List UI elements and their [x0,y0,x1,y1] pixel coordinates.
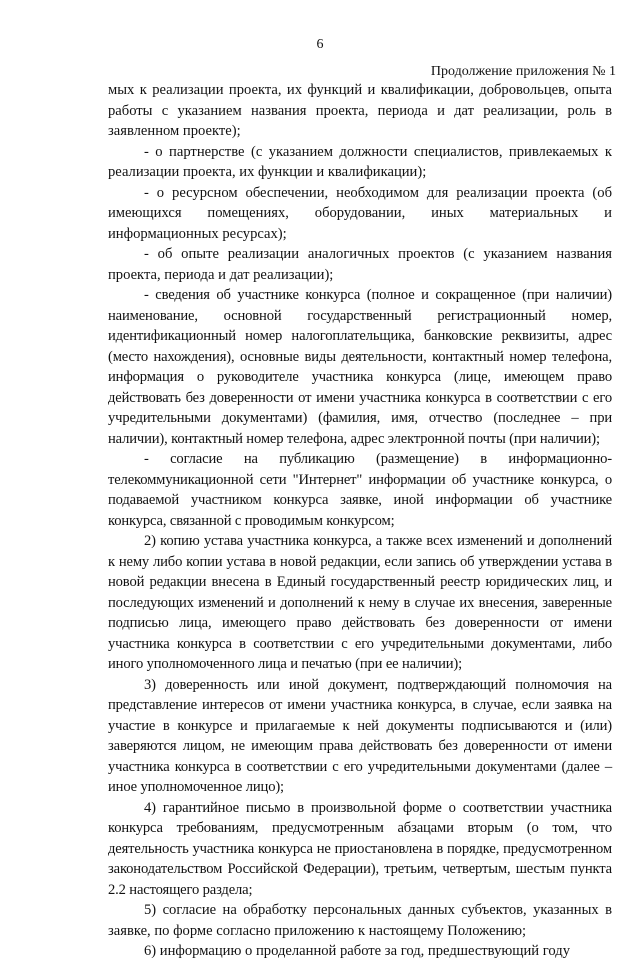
paragraph-publication-consent: - согласие на публикацию (размещение) в информационно-телекоммуникационной сети "Интернет" информации об участнике конкурса, о подаваемой участником конкурса заявке, иной информации об участнике конкурса, связанной с проводимым конкурсом; [108,451,612,529]
paragraph-item-3-power-of-attorney: 3) доверенность или иной документ, подтверждающий полномочия на представление интересов от имени участника конкурса, в случае, если заявка на участие в конкурсе и прилагаемые к ней документы подписываются и (или) заверяются лицом, не имеющим права действовать без доверенности от имени участника конкурса в соответствии с его учредительными документами (далее – иное уполномоченное лицо); [108,676,612,795]
paragraph-item-5-personal-data: 5) согласие на обработку персональных данных субъектов, указанных в заявке, по форме согласно приложению к настоящему Положению; [108,902,612,939]
document-body [108,80,612,962]
appendix-continuation-note: Продолжение приложения № 1 [430,64,616,79]
paragraph-continuation: мых к реализации проекта, их функций и квалификации, добровольцев, опыта работы с указанием названия проекта, периода и дат реализации, роль в заявленном проекте); [108,82,612,139]
paragraph-partnership: - о партнерстве (с указанием должности специалистов, привлекаемых к реализации проекта, их функции и квалификации); [108,143,612,180]
paragraph-participant-info: - сведения об участнике конкурса (полное и сокращенное (при наличии) наименование, основной государственный регистрационный номер, идентификационный номер налогоплательщика, банковские реквизиты, адрес (место нахождения), основные виды деятельности, контактный номер телефона, информация о руководителе участника конкурса (лице, имеющем право действовать без доверенности от имени участника конкурса в соответствии с его учредительными документами) (фамилия, имя, отчество (последнее – при наличии), контактный номер телефона, адрес электронной почты (при наличии); [108,287,612,447]
paragraph-resources: - о ресурсном обеспечении, необходимом для реализации проекта (об имеющихся помещениях, оборудовании, иных материальных и информационных ресурсах); [108,184,612,242]
paragraph-item-2-charter: 2) копию устава участника конкурса, а также всех изменений и дополнений к нему либо копии устава в новой редакции, если запись об утверждении устава в новой редакции внесена в Единый государственный реестр юридических лиц, и последующих изменений и дополнений к нему в случае их внесения, заверенные подписью лица, имеющего право действовать без доверенности от имени участника конкурса в соответствии с его учредительными документами, либо иного уполномоченного лица и печатью (при ее наличии); [108,533,612,672]
paragraph-item-4-guarantee-letter: 4) гарантийное письмо в произвольной форме о соответствии участника конкурса требованиям, предусмотренным абзацами вторым (о том, что деятельность участника конкурса не приостановлена в порядке, предусмотренном законодательством Российской Федерации), третьим, четвертым, шестым пункта 2.2 настоящего раздела; [108,799,612,898]
paragraph-experience: - об опыте реализации аналогичных проектов (с указанием названия проекта, периода и дат реализации); [108,246,612,283]
paragraph-item-6-report: 6) информацию о проделанной работе за год, предшествующий году [144,943,570,959]
page-number: 6 [316,37,324,52]
